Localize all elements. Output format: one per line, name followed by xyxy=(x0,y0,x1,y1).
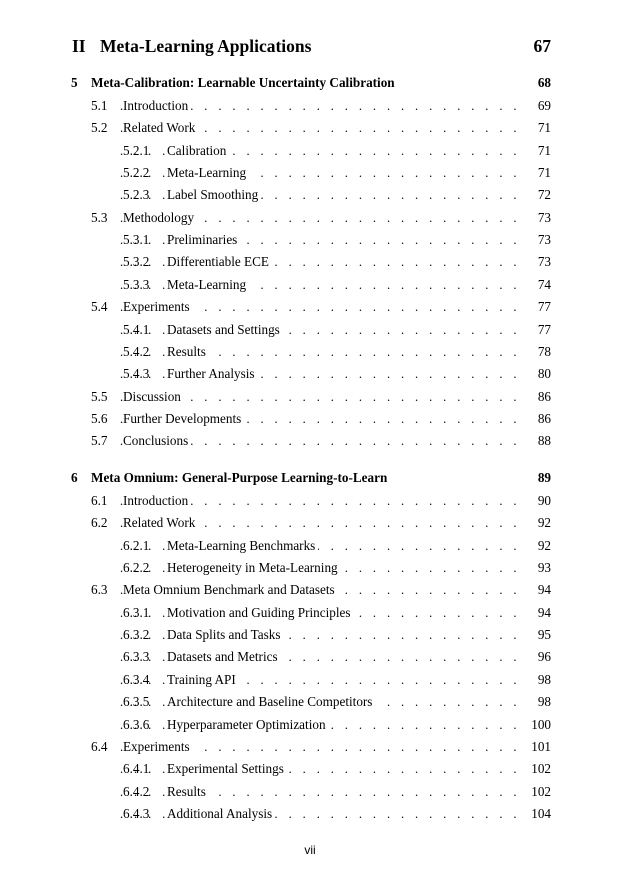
toc-subsection-entry[interactable] xyxy=(0,692,635,712)
subsection-page: 102 xyxy=(527,782,551,802)
subsection-number: 6.3.5 xyxy=(123,694,150,710)
section-number: 5.1 xyxy=(91,98,108,113)
toc-section-entry[interactable] xyxy=(0,96,635,116)
subsection-number: 5.4.1 xyxy=(123,321,150,337)
subsection-page: 104 xyxy=(527,804,551,824)
subsection-page: 80 xyxy=(534,364,551,384)
subsection-number: 6.3.1 xyxy=(123,604,150,620)
toc-subsection-entry[interactable] xyxy=(0,782,635,802)
toc-subsection-entry[interactable] xyxy=(0,647,635,667)
section-page: 86 xyxy=(534,387,551,407)
subsection-title: Results xyxy=(167,782,209,802)
subsection-title: Additional Analysis xyxy=(167,804,275,824)
subsection-page: 71 xyxy=(534,141,551,161)
toc-section-entry[interactable] xyxy=(0,737,635,757)
subsection-title: Meta-Learning xyxy=(167,163,249,183)
section-title: Introduction xyxy=(123,96,191,116)
section-title: Experiments xyxy=(123,737,193,757)
subsection-page: 96 xyxy=(534,647,551,667)
section-title: Related Work xyxy=(123,513,198,533)
subsection-page: 93 xyxy=(534,558,551,578)
toc-subsection-entry[interactable] xyxy=(0,625,635,645)
subsection-page: 102 xyxy=(527,759,551,779)
toc-section-entry[interactable] xyxy=(0,580,635,600)
chapter-page: 68 xyxy=(534,73,551,93)
toc-subsection-entry[interactable] xyxy=(0,558,635,578)
subsection-title: Data Splits and Tasks xyxy=(167,625,283,645)
subsection-number: 5.3.1 xyxy=(123,232,150,248)
toc-subsection-entry[interactable] xyxy=(0,275,635,295)
section-page: 77 xyxy=(534,297,551,317)
toc-section-entry[interactable] xyxy=(0,409,635,429)
section-page: 94 xyxy=(534,580,551,600)
toc-subsection-entry[interactable] xyxy=(0,715,635,735)
section-page: 69 xyxy=(534,96,551,116)
subsection-title: Results xyxy=(167,342,209,362)
chapter-title: Meta Omnium: General-Purpose Learning-to-Learn xyxy=(91,468,390,488)
subsection-title: Datasets and Metrics xyxy=(167,647,281,667)
subsection-number: 5.3.3 xyxy=(123,276,150,292)
toc-section-entry[interactable] xyxy=(0,431,635,451)
subsection-number: 5.2.2 xyxy=(123,165,150,181)
section-page: 71 xyxy=(534,118,551,138)
subsection-page: 92 xyxy=(534,536,551,556)
subsection-page: 77 xyxy=(534,320,551,340)
subsection-title: Meta-Learning Benchmarks xyxy=(167,536,318,556)
toc-subsection-entry[interactable] xyxy=(0,185,635,205)
subsection-number: 5.4.2 xyxy=(123,343,150,359)
subsection-number: 6.2.1 xyxy=(123,537,150,553)
toc-chapter-entry[interactable] xyxy=(0,468,635,488)
subsection-title: Architecture and Baseline Competitors xyxy=(167,692,375,712)
toc-subsection-entry[interactable] xyxy=(0,252,635,272)
chapter-page: 89 xyxy=(534,468,551,488)
section-title: Methodology xyxy=(123,208,197,228)
subsection-page: 71 xyxy=(534,163,551,183)
subsection-number: 6.4.3 xyxy=(123,805,150,821)
subsection-number: 6.4.1 xyxy=(123,761,150,777)
section-title: Discussion xyxy=(123,387,184,407)
subsection-page: 74 xyxy=(534,275,551,295)
toc-chapter-entry[interactable] xyxy=(0,73,635,93)
toc-section-entry[interactable] xyxy=(0,118,635,138)
subsection-number: 6.3.3 xyxy=(123,649,150,665)
subsection-title: Hyperparameter Optimization xyxy=(167,715,329,735)
subsection-title: Experimental Settings xyxy=(167,759,287,779)
section-number: 5.5 xyxy=(91,388,108,404)
subsection-page: 94 xyxy=(534,603,551,623)
subsection-number: 6.3.2 xyxy=(123,627,150,643)
subsection-page: 78 xyxy=(534,342,551,362)
toc-subsection-entry[interactable] xyxy=(0,163,635,183)
part-number: II xyxy=(72,36,86,56)
section-number: 5.6 xyxy=(91,410,108,426)
subsection-title: Meta-Learning xyxy=(167,275,249,295)
subsection-title: Calibration xyxy=(167,141,229,161)
section-number: 6.4 xyxy=(91,738,108,754)
toc-subsection-entry[interactable] xyxy=(0,230,635,250)
section-page: 92 xyxy=(534,513,551,533)
toc-section-entry[interactable] xyxy=(0,208,635,228)
subsection-number: 5.2.3 xyxy=(123,187,150,203)
subsection-page: 98 xyxy=(534,670,551,690)
section-page: 90 xyxy=(534,491,551,511)
toc-subsection-entry[interactable] xyxy=(0,759,635,779)
subsection-number: 6.3.4 xyxy=(123,671,150,687)
section-title: Introduction xyxy=(123,491,191,511)
subsection-title: Motivation and Guiding Principles xyxy=(167,603,354,623)
section-page: 86 xyxy=(534,409,551,429)
subsection-page: 73 xyxy=(534,230,551,250)
part-heading xyxy=(0,36,635,56)
toc-section-entry[interactable] xyxy=(0,513,635,533)
section-page: 73 xyxy=(534,208,551,228)
toc-section-entry[interactable] xyxy=(0,491,635,511)
subsection-title: Datasets and Settings xyxy=(167,320,283,340)
section-title: Further Developments xyxy=(123,409,244,429)
section-number: 5.7 xyxy=(91,433,108,449)
section-page: 101 xyxy=(527,737,551,757)
subsection-number: 6.2.2 xyxy=(123,560,150,576)
toc-subsection-entry[interactable] xyxy=(0,536,635,556)
subsection-page: 72 xyxy=(534,185,551,205)
subsection-number: 5.4.3 xyxy=(123,366,150,382)
subsection-page: 73 xyxy=(534,252,551,272)
section-title: Conclusions xyxy=(123,431,191,451)
subsection-number: 5.2.1 xyxy=(123,142,150,158)
subsection-page: 98 xyxy=(534,692,551,712)
part-title: Meta-Learning Applications xyxy=(100,36,314,56)
subsection-number: 6.4.2 xyxy=(123,783,150,799)
subsection-title: Differentiable ECE xyxy=(167,252,272,272)
section-number: 6.1 xyxy=(91,493,108,508)
section-number: 5.2 xyxy=(91,120,108,136)
subsection-title: Preliminaries xyxy=(167,230,240,250)
toc-subsection-entry[interactable] xyxy=(0,342,635,362)
subsection-number: 6.3.6 xyxy=(123,716,150,732)
toc-subsection-entry[interactable] xyxy=(0,320,635,340)
section-title: Related Work xyxy=(123,118,198,138)
toc-section-entry[interactable] xyxy=(0,297,635,317)
toc-subsection-entry[interactable] xyxy=(0,670,635,690)
chapter-number: 6 xyxy=(71,470,78,485)
subsection-title: Training API xyxy=(167,670,239,690)
section-page: 88 xyxy=(534,431,551,451)
section-title: Meta Omnium Benchmark and Datasets xyxy=(123,580,338,600)
toc-subsection-entry[interactable] xyxy=(0,603,635,623)
section-title: Experiments xyxy=(123,297,193,317)
subsection-title: Further Analysis xyxy=(167,364,258,384)
section-number: 5.4 xyxy=(91,299,108,315)
part-page: 67 xyxy=(530,36,552,56)
subsection-page: 95 xyxy=(534,625,551,645)
toc-subsection-entry[interactable] xyxy=(0,364,635,384)
subsection-page: 100 xyxy=(527,715,551,735)
page-footer-number: vii xyxy=(304,843,316,857)
toc-subsection-entry[interactable] xyxy=(0,804,635,824)
subsection-number: 5.3.2 xyxy=(123,254,150,270)
section-number: 5.3 xyxy=(91,209,108,225)
subsection-title: Label Smoothing xyxy=(167,185,261,205)
chapter-title: Meta-Calibration: Learnable Uncertainty Calibration xyxy=(91,73,398,93)
toc-section-entry[interactable] xyxy=(0,387,635,407)
section-number: 6.3 xyxy=(91,582,108,598)
section-number: 6.2 xyxy=(91,515,108,531)
chapter-number: 5 xyxy=(71,75,78,90)
toc-subsection-entry[interactable] xyxy=(0,141,635,161)
subsection-title: Heterogeneity in Meta-Learning xyxy=(167,558,341,578)
